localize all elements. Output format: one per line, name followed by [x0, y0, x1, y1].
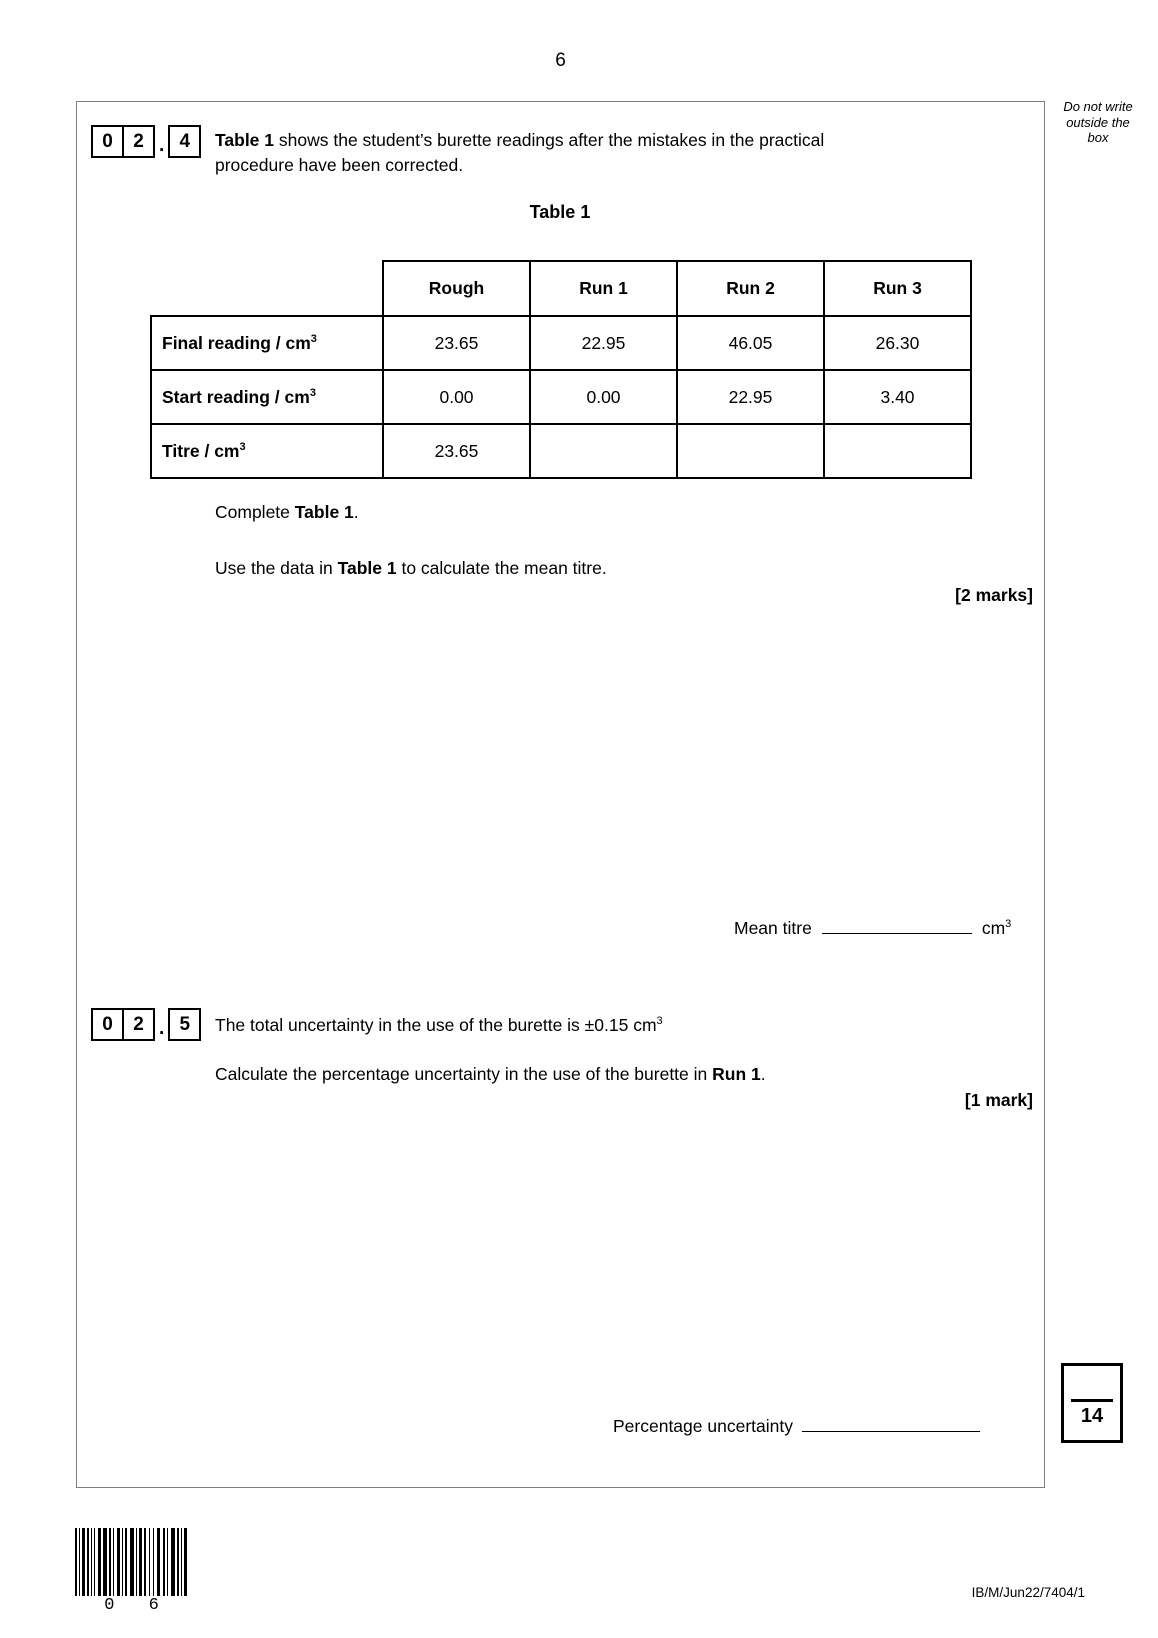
- do-not-write-note: [1048, 99, 1148, 146]
- column-header: Rough: [383, 261, 530, 316]
- mean-titre-answer: [734, 918, 1011, 939]
- answer-line: [802, 1430, 980, 1432]
- question-number-02-4: [91, 125, 201, 158]
- table-cell: 3.40: [824, 370, 971, 424]
- answer-line: [822, 932, 972, 934]
- margin-note-line: outside the: [1066, 114, 1130, 130]
- question-02-5-text: The total uncertainty in the use of the burette is ±0.15 $cm^3$: [215, 1015, 663, 1035]
- question-digit: 0: [91, 125, 124, 158]
- complete-table-instruction: Complete Table 1.: [215, 502, 359, 522]
- table-cell: 0.00: [383, 370, 530, 424]
- table-header-row: [151, 261, 971, 316]
- table-cell-empty: [530, 424, 677, 478]
- paper-reference-code: IB/M/Jun22/7404/1: [971, 1585, 1085, 1600]
- margin-note-line: box: [1087, 130, 1109, 145]
- question-number-separator: .: [159, 135, 165, 156]
- table-cell: 0.00: [530, 370, 677, 424]
- table-cell: 23.65: [383, 316, 530, 370]
- margin-note-line: Do not write: [1063, 99, 1133, 114]
- marks-badge-q25: [1 mark]: [964, 1090, 1033, 1110]
- row-label: Start reading / $cm^3$: [151, 370, 383, 424]
- mean-titre-instruction: Use the data in Table 1 to calculate the mean titre.: [215, 558, 607, 578]
- table-cell: 23.65: [383, 424, 530, 478]
- mean-titre-label: Mean titre: [734, 918, 812, 938]
- column-header: Run 1: [530, 261, 677, 316]
- barcode-label: 0 6: [104, 1596, 171, 1615]
- table-cell-empty: [677, 424, 824, 478]
- question-digit: 0: [91, 1008, 124, 1041]
- total-marks-value: 14: [1080, 1405, 1104, 1427]
- barcode: [75, 1528, 188, 1596]
- percentage-uncertainty-label: Percentage uncertainty: [613, 1416, 793, 1436]
- burette-readings-table: [150, 260, 972, 479]
- table-cell-empty: [824, 424, 971, 478]
- table-cell: 22.95: [530, 316, 677, 370]
- marks-badge-q24: [2 marks]: [955, 585, 1033, 605]
- total-marks-box: [1061, 1363, 1123, 1443]
- question-number-separator: .: [159, 1018, 165, 1039]
- question-digit: 5: [168, 1008, 201, 1041]
- question-02-4-text: [215, 128, 955, 178]
- table-cell: 26.30: [824, 316, 971, 370]
- table-cell: 22.95: [677, 370, 824, 424]
- question-digit: 4: [168, 125, 201, 158]
- question-digit: 2: [122, 125, 155, 158]
- total-marks-line: [1071, 1399, 1113, 1402]
- table-caption: Table 1: [529, 202, 591, 222]
- column-header: Run 2: [677, 261, 824, 316]
- question-number-02-5: [91, 1008, 201, 1041]
- table-row: [151, 424, 971, 478]
- row-label: Titre / $cm^3$: [151, 424, 383, 478]
- table-row: [151, 370, 971, 424]
- table-corner-cell: [151, 261, 383, 316]
- question-digit: 2: [122, 1008, 155, 1041]
- question-text-line: procedure have been corrected.: [215, 155, 464, 175]
- unit-label: $cm^3$: [981, 918, 1012, 938]
- table-row: [151, 316, 971, 370]
- percentage-uncertainty-answer: [613, 1416, 980, 1437]
- page-number: 6: [555, 50, 566, 71]
- table-cell: 46.05: [677, 316, 824, 370]
- row-label: Final reading / $cm^3$: [151, 316, 383, 370]
- question-text-line: Table 1 shows the student’s burette readings after the mistakes in the practical: [215, 130, 825, 150]
- percentage-uncertainty-instruction: Calculate the percentage uncertainty in the use of the burette in Run 1.: [215, 1064, 766, 1084]
- column-header: Run 3: [824, 261, 971, 316]
